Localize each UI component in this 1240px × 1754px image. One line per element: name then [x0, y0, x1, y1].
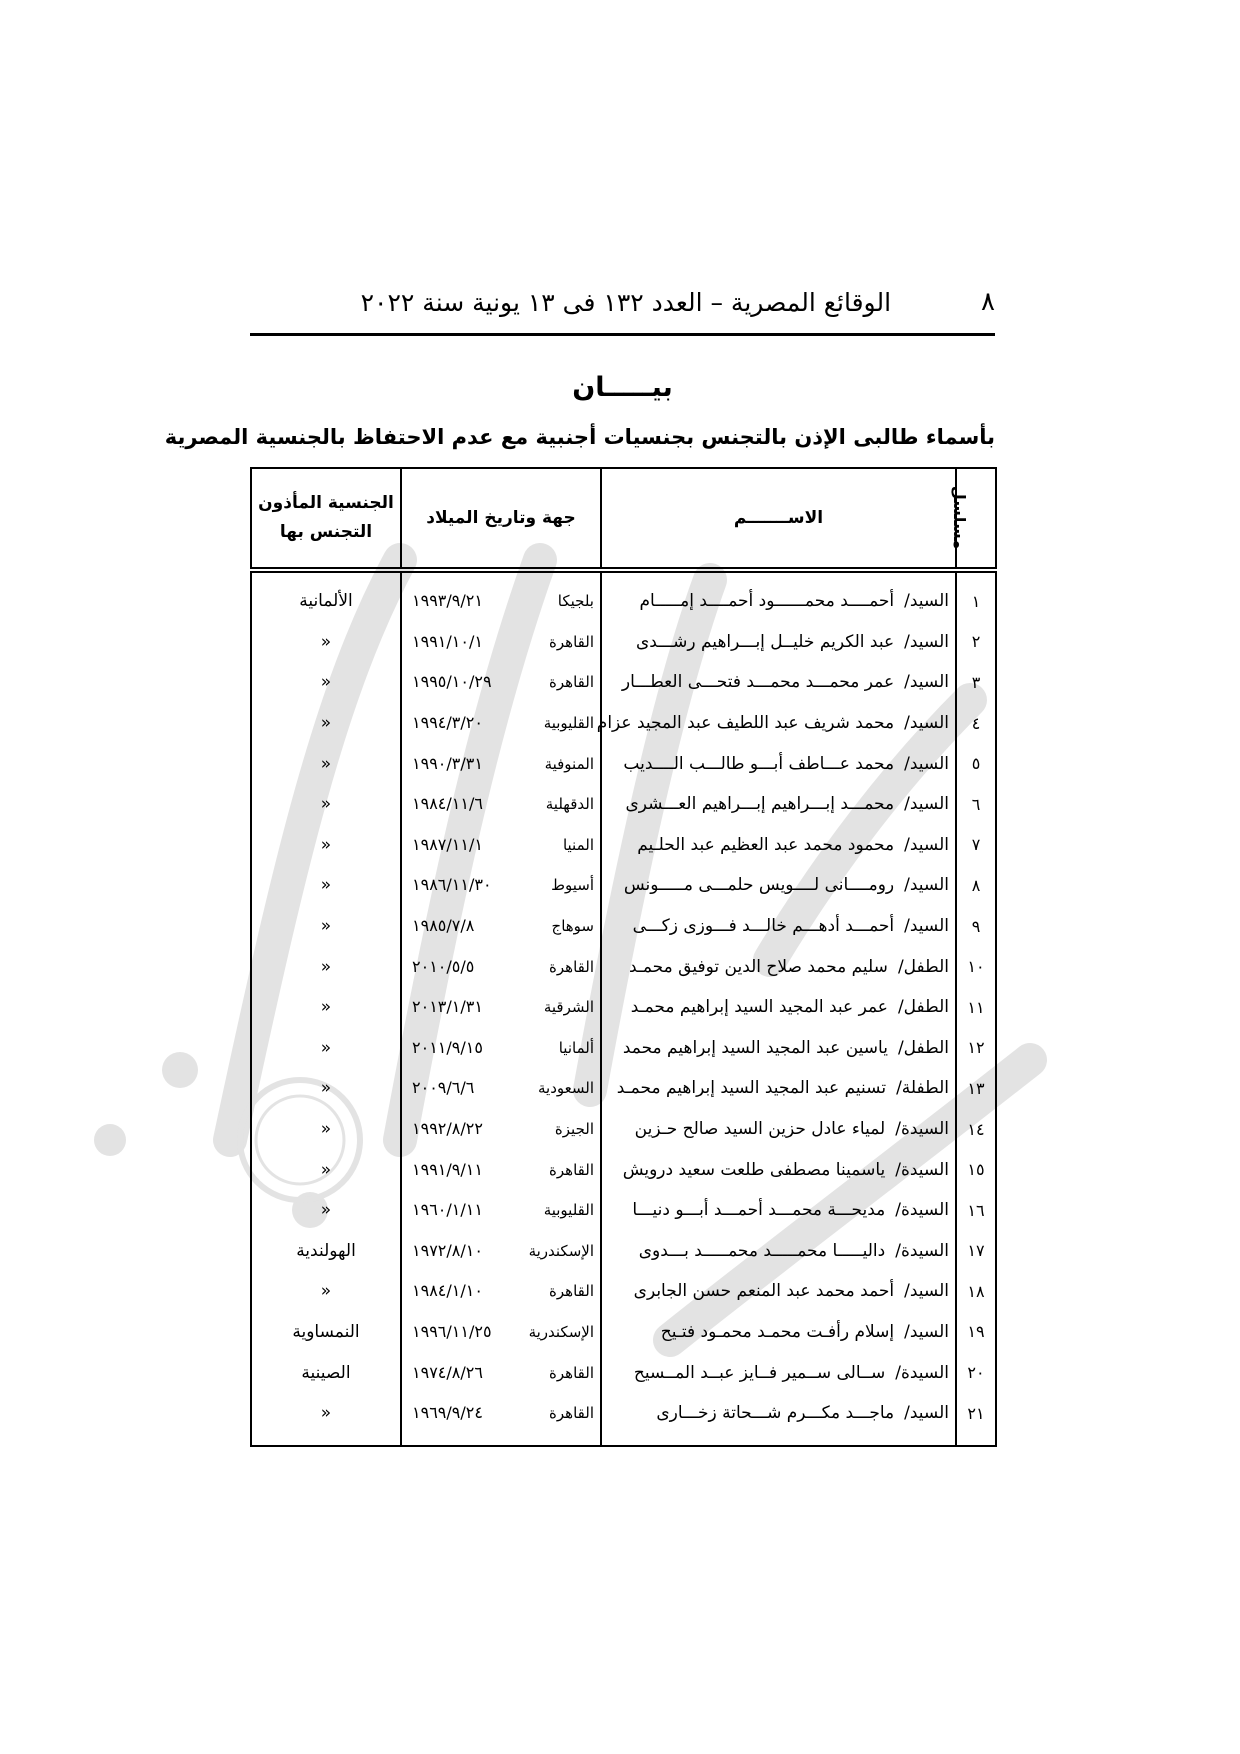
row-birth-date: ١٩٩٦/١١/٢٥	[412, 1321, 492, 1341]
row-name: سليم محمد صلاح الدين توفيق محمـد	[628, 956, 888, 977]
table-row	[251, 946, 996, 987]
row-birth-date: ١٩٧٤/٨/٢٦	[412, 1362, 483, 1382]
row-birth-cell	[401, 1271, 601, 1312]
row-birth-cell	[401, 906, 601, 947]
row-birth-date: ١٩٩٤/٣/٢٠	[412, 713, 483, 733]
row-birth-date: ٢٠٠٩/٦/٦	[412, 1078, 475, 1098]
row-birth-place: بلجيكا	[557, 592, 594, 611]
row-nationality: «	[251, 987, 401, 1028]
row-birth-date: ١٩٨٧/١١/١	[412, 834, 483, 854]
row-name: عمر محمـــد محمـــد فتحـــى العطـــار	[621, 672, 895, 693]
row-name: داليـــــا محمـــــد محمـــــد بـــدوى	[638, 1240, 886, 1261]
row-serial: ١٧	[956, 1231, 996, 1272]
row-title: السيد/	[904, 1403, 949, 1424]
row-name-cell	[601, 1352, 956, 1393]
row-birth-date: ١٩٩١/٩/١١	[412, 1159, 483, 1179]
row-serial: ١٥	[956, 1149, 996, 1190]
row-nationality: «	[251, 1149, 401, 1190]
row-name-cell	[601, 946, 956, 987]
row-birth-place: الإسكندرية	[528, 1241, 594, 1260]
row-birth-cell	[401, 784, 601, 825]
row-name: أحمـــد أدهـــم خالـــد فـــوزى زكـــى	[632, 916, 895, 937]
row-nationality: الألمانية	[251, 570, 401, 622]
table-row	[251, 703, 996, 744]
row-name-cell	[601, 1068, 956, 1109]
row-name-cell	[601, 1312, 956, 1353]
table-row	[251, 1109, 996, 1150]
row-birth-cell	[401, 1149, 601, 1190]
row-birth-date: ١٩٩٢/٨/٢٢	[412, 1119, 483, 1139]
row-title: السيد/	[904, 1281, 949, 1302]
row-nationality: «	[251, 946, 401, 987]
table-row	[251, 987, 996, 1028]
row-birth-cell	[401, 743, 601, 784]
table-row	[251, 784, 996, 825]
row-nationality: «	[251, 1271, 401, 1312]
row-title: السيد/	[904, 713, 949, 734]
row-birth-cell	[401, 825, 601, 866]
row-name-cell	[601, 1231, 956, 1272]
table-row	[251, 1393, 996, 1447]
row-name: أحمــــد محمــــــود أحمــــد إمـــــام	[639, 591, 895, 612]
row-serial: ٤	[956, 703, 996, 744]
row-nationality: «	[251, 1190, 401, 1231]
row-serial: ١٠	[956, 946, 996, 987]
row-nationality: «	[251, 906, 401, 947]
row-birth-date: ١٩٨٤/١/١٠	[412, 1281, 483, 1301]
row-name-cell	[601, 825, 956, 866]
row-nationality: «	[251, 743, 401, 784]
row-name-cell	[601, 1271, 956, 1312]
table-row	[251, 865, 996, 906]
row-birth-date: ١٩٨٦/١١/٣٠	[412, 875, 492, 895]
table-row	[251, 1271, 996, 1312]
row-title: الطفل/	[897, 956, 949, 977]
row-name: تسنيم عبد المجيد السيد إبراهيم محمـد	[616, 1078, 887, 1099]
row-serial: ١٩	[956, 1312, 996, 1353]
row-name-cell	[601, 662, 956, 703]
row-birth-place: القاهرة	[549, 632, 594, 651]
row-title: السيد/	[904, 591, 949, 612]
row-name-cell	[601, 1393, 956, 1447]
row-birth-place: السعودية	[537, 1079, 594, 1098]
row-name: إسلام رأفـت محمـد محمـود فتـيح	[660, 1321, 895, 1342]
row-name-cell	[601, 1149, 956, 1190]
row-serial: ١٣	[956, 1068, 996, 1109]
row-name-cell	[601, 1028, 956, 1069]
row-title: السيد/	[904, 875, 949, 896]
row-name: محمـــد إبـــراهيم إبـــراهيم العـــشرى	[625, 794, 895, 815]
row-birth-cell	[401, 865, 601, 906]
row-nationality: «	[251, 784, 401, 825]
row-birth-place: المنوفية	[544, 754, 594, 773]
row-birth-place: القليوبية	[543, 714, 594, 733]
row-title: الطفل/	[897, 997, 949, 1018]
table-row	[251, 1028, 996, 1069]
row-nationality: «	[251, 865, 401, 906]
row-serial: ١٤	[956, 1109, 996, 1150]
row-birth-date: ١٩٨٤/١١/٦	[412, 794, 483, 814]
row-name: لمياء عادل حزين السيد صالح حـزين	[634, 1119, 886, 1140]
row-nationality: «	[251, 1028, 401, 1069]
row-serial: ١٦	[956, 1190, 996, 1231]
row-serial: ٨	[956, 865, 996, 906]
row-birth-date: ١٩٧٢/٨/١٠	[412, 1240, 483, 1260]
row-birth-place: القاهرة	[549, 1363, 594, 1382]
row-name: عمر عبد المجيد السيد إبراهيم محمـد	[630, 997, 888, 1018]
row-birth-date: ١٩٦٩/٩/٢٤	[412, 1403, 483, 1423]
row-birth-date: ١٩٩١/١٠/١	[412, 631, 483, 651]
table-row	[251, 1068, 996, 1109]
row-name: ياسمينا مصطفى طلعت سعيد درويش	[622, 1159, 886, 1180]
row-birth-place: ألمانيا	[558, 1038, 594, 1057]
document-heading: بيـــــان	[572, 372, 673, 403]
row-title: السيد/	[904, 631, 949, 652]
row-birth-cell	[401, 946, 601, 987]
table-row	[251, 825, 996, 866]
table-row	[251, 622, 996, 663]
row-birth-place: الجيزة	[554, 1120, 594, 1139]
row-title: السيدة/	[895, 1240, 949, 1261]
row-serial: ١٨	[956, 1271, 996, 1312]
row-birth-cell	[401, 622, 601, 663]
row-birth-date: ١٩٩٠/٣/٣١	[412, 753, 483, 773]
row-nationality: «	[251, 703, 401, 744]
row-title: السيد/	[904, 753, 949, 774]
row-title: السيدة/	[895, 1159, 949, 1180]
row-name-cell	[601, 743, 956, 784]
row-nationality: الهولندية	[251, 1231, 401, 1272]
table-row	[251, 743, 996, 784]
row-name-cell	[601, 1190, 956, 1231]
row-birth-place: أسيوط	[551, 876, 594, 895]
row-name-cell	[601, 622, 956, 663]
row-nationality: «	[251, 1393, 401, 1447]
row-title: الطفل/	[897, 1037, 949, 1058]
row-birth-place: القاهرة	[549, 957, 594, 976]
row-nationality: «	[251, 825, 401, 866]
applicants-table	[250, 467, 997, 1447]
row-name: محمود محمد عبد العظيم عبد الحلـيم	[637, 834, 895, 855]
row-birth-place: القاهرة	[549, 1282, 594, 1301]
row-serial: ٥	[956, 743, 996, 784]
table-row	[251, 1312, 996, 1353]
column-header-birth: جهة وتاريخ الميلاد	[401, 468, 601, 570]
row-name: أحمد محمد عبد المنعم حسن الجابرى	[633, 1281, 895, 1302]
column-header-serial: مسلسل	[956, 468, 996, 570]
row-name-cell	[601, 906, 956, 947]
row-birth-date: ٢٠١٣/١/٣١	[412, 997, 483, 1017]
row-title: السيد/	[904, 834, 949, 855]
row-name-cell	[601, 1109, 956, 1150]
table-row	[251, 1149, 996, 1190]
row-birth-place: سوهاج	[551, 917, 594, 936]
table-row	[251, 1190, 996, 1231]
row-birth-date: ١٩٦٠/١/١١	[412, 1200, 483, 1220]
row-name: رومــــانى لــــويس حلمـــى مـــــونس	[623, 875, 895, 896]
row-serial: ١	[956, 570, 996, 622]
row-nationality: «	[251, 662, 401, 703]
row-birth-place: القاهرة	[549, 1404, 594, 1423]
page-header	[250, 282, 995, 322]
row-serial: ٢	[956, 622, 996, 663]
row-name-cell	[596, 703, 956, 744]
row-birth-place: القاهرة	[549, 1160, 594, 1179]
table-body	[251, 570, 996, 1446]
table-row	[251, 1352, 996, 1393]
row-birth-date: ١٩٩٥/١٠/٢٩	[412, 672, 492, 692]
document-subheading: بأسماء طالبى الإذن بالتجنس بجنسيات أجنبية مع عدم الاحتفاظ بالجنسية المصرية	[164, 425, 995, 449]
row-birth-date: ٢٠١١/٩/١٥	[412, 1037, 483, 1057]
row-birth-cell	[401, 570, 601, 622]
row-birth-date: ١٩٩٣/٩/٢١	[412, 591, 483, 611]
row-birth-date: ٢٠١٠/٥/٥	[412, 956, 475, 976]
row-serial: ٧	[956, 825, 996, 866]
row-title: السيدة/	[895, 1200, 949, 1221]
row-birth-place: الإسكندرية	[528, 1322, 594, 1341]
row-nationality: «	[251, 1068, 401, 1109]
row-birth-place: الشرقية	[543, 998, 594, 1017]
row-serial: ١١	[956, 987, 996, 1028]
row-birth-cell	[401, 1231, 601, 1272]
row-serial: ٩	[956, 906, 996, 947]
table-row	[251, 570, 996, 622]
row-birth-cell	[401, 987, 601, 1028]
row-name: ياسين عبد المجيد السيد إبراهيم محمد	[622, 1037, 888, 1058]
row-birth-cell	[401, 1068, 601, 1109]
row-birth-date: ١٩٨٥/٧/٨	[412, 916, 475, 936]
table-header-row	[251, 468, 996, 570]
row-birth-cell	[401, 1393, 601, 1447]
row-name: محمد عـــاطف أبـــو طالـــب الــــديب	[623, 753, 895, 774]
table-row	[251, 1231, 996, 1272]
table-row	[251, 662, 996, 703]
row-birth-cell	[401, 1352, 601, 1393]
row-title: الطفلة/	[896, 1078, 949, 1099]
row-name: ســالى ســمير فــايز عبــد المــسيح	[633, 1362, 886, 1383]
row-serial: ١٢	[956, 1028, 996, 1069]
row-name: عبد الكريم خليــل إبـــراهيم رشـــدى	[635, 631, 895, 652]
applicants-table-wrapper	[250, 467, 995, 1445]
row-birth-cell	[401, 1190, 601, 1231]
journal-line: الوقائع المصرية – العدد ١٣٢ فى ١٣ يونية سنة ٢٠٢٢	[360, 287, 892, 317]
row-birth-cell	[401, 1312, 601, 1353]
row-birth-place: المنيا	[562, 835, 594, 854]
row-birth-cell	[401, 1109, 601, 1150]
row-serial: ٢١	[956, 1393, 996, 1447]
row-name: ماجـــد مكـــرم شـــحاتة زخـــارى	[656, 1403, 895, 1424]
row-birth-cell	[401, 662, 601, 703]
row-birth-place: القاهرة	[549, 673, 594, 692]
row-name: محمد شريف عبد اللطيف عبد المجيد عزام	[596, 713, 895, 734]
row-title: السيدة/	[895, 1362, 949, 1383]
row-title: السيدة/	[895, 1119, 949, 1140]
page-number: ٨	[981, 287, 995, 317]
row-birth-cell	[401, 703, 601, 744]
column-header-name: الاســـــــم	[601, 468, 956, 570]
row-title: السيد/	[904, 1321, 949, 1342]
row-serial: ٣	[956, 662, 996, 703]
row-nationality: الصينية	[251, 1352, 401, 1393]
row-title: السيد/	[904, 794, 949, 815]
row-name-cell	[601, 987, 956, 1028]
row-name-cell	[601, 570, 956, 622]
row-nationality: النمساوية	[251, 1312, 401, 1353]
row-serial: ٦	[956, 784, 996, 825]
row-nationality: «	[251, 1109, 401, 1150]
row-name-cell	[601, 865, 956, 906]
row-birth-place: الدقهلية	[545, 795, 594, 814]
row-birth-place: القليوبية	[543, 1201, 594, 1220]
row-nationality: «	[251, 622, 401, 663]
row-name: مديحـــة محمـــد أحمـــد أبـــو دنيـــا	[632, 1200, 886, 1221]
row-title: السيد/	[904, 916, 949, 937]
row-serial: ٢٠	[956, 1352, 996, 1393]
row-birth-cell	[401, 1028, 601, 1069]
row-title: السيد/	[904, 672, 949, 693]
table-row	[251, 906, 996, 947]
header-rule	[250, 333, 995, 336]
column-header-nationality: الجنسية المأذون التجنس بها	[251, 468, 401, 570]
row-name-cell	[601, 784, 956, 825]
